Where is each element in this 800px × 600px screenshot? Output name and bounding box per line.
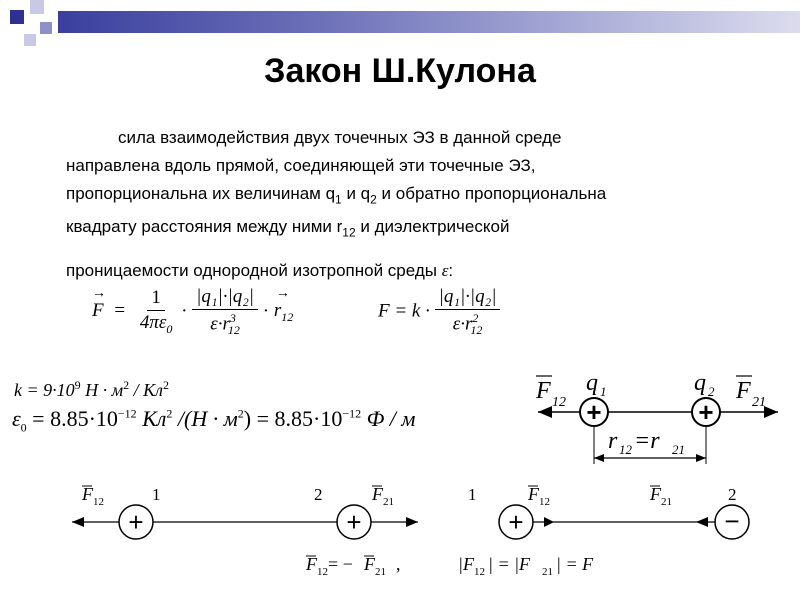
header-square-mid — [40, 22, 52, 34]
svg-text:= −: = − — [328, 554, 353, 574]
para-line-2: направлена вдоль прямой, соединяющей эти точечные ЭЗ, — [66, 156, 536, 175]
svg-text:21: 21 — [661, 496, 672, 508]
label-2: 2 — [728, 485, 737, 504]
svg-text:21: 21 — [542, 566, 553, 578]
header-square-dark — [10, 10, 24, 24]
svg-text:F: F — [364, 554, 375, 574]
svg-text:| = |F: | = |F — [488, 554, 531, 574]
label-F12-sub: 12 — [552, 395, 566, 410]
label-r-sub-a: 12 — [619, 442, 632, 457]
label-1: 1 — [152, 485, 161, 504]
header-square-light — [30, 0, 44, 14]
k-constant: $k = 9\cdot 10^9$ $Н \cdot м^2 / Кл^2$ — [14, 378, 169, 400]
svg-text:12: 12 — [539, 496, 550, 508]
svg-text:12: 12 — [317, 566, 328, 578]
label-q1: q — [586, 370, 598, 396]
eq-F12: F — [306, 554, 317, 574]
minus-icon: − — [724, 506, 740, 536]
svg-text:| = F: | = F — [556, 554, 594, 574]
label-q2: q — [694, 370, 706, 396]
repulsion-diagram — [528, 364, 788, 474]
definition-paragraph — [66, 124, 772, 285]
eps0-constant: $\varepsilon_0 = 8.85\cdot 10^{-12}$ $Кл^2$ $/(Н \cdot м^2) = 8.85\cdot 10^{-12}$ Ф / м — [12, 406, 416, 435]
svg-text:12: 12 — [93, 496, 104, 508]
svg-text:,: , — [396, 554, 401, 574]
para-line-1: сила взаимодействия двух точечных ЭЗ в данной среде — [118, 128, 562, 147]
fraction-charges-over-r3: $\frac{\text{|q₁|·|q₂|}}{\varepsilon\cdot r^3_{12}}$ — [192, 286, 258, 338]
force-vector-symbol: → F — [92, 286, 106, 322]
svg-text:21: 21 — [375, 566, 386, 578]
label-q2-sub: 2 — [708, 384, 715, 399]
label-1: 1 — [468, 485, 477, 504]
fraction-scalar: $\frac{\text{|q₁|·|q₂|}}{\varepsilon\cdot r^2_{12}}$ — [435, 286, 501, 338]
svg-text:21: 21 — [383, 496, 394, 508]
svg-text:F: F — [650, 484, 661, 504]
plus-icon: + — [128, 507, 144, 537]
coulomb-vector-formula: → F = $\frac{1}{4\pi\varepsilon_0}$ · $\frac{\text{|q₁|·|q₂|}}{\varepsilon\cdot r^3_{12}}$ · → $r_{12}$ — [92, 286, 294, 338]
coulomb-scalar-formula: F = k · $\frac{\text{|q₁|·|q₂|}}{\varepsilon\cdot r^2_{12}}$ — [378, 286, 500, 338]
label-r: r — [608, 428, 618, 454]
svg-text:F: F — [82, 484, 93, 504]
label-2: 2 — [314, 485, 323, 504]
plus-icon: + — [698, 397, 714, 427]
label-F21: F — [736, 378, 751, 404]
header-square-light2 — [24, 34, 36, 46]
svg-text:F: F — [528, 484, 539, 504]
page-title: Закон Ш.Кулона — [264, 52, 536, 90]
plus-icon: + — [508, 507, 524, 537]
plus-icon: + — [346, 507, 362, 537]
svg-text:F: F — [372, 484, 383, 504]
para-line-3: пропорциональна их величинам $q_1$ и $q_2$ и обратно пропорциональна — [66, 184, 607, 207]
label-r-sub-b: 21 — [672, 442, 685, 457]
fraction-one-over-4pi-eps0: $\frac{1}{4\pi\varepsilon_0}$ — [139, 287, 173, 336]
label-r-eq: =r — [634, 428, 660, 454]
r12-vector-symbol: → $r_{12}$ — [273, 286, 294, 325]
para-line-5: проницаемости однородной изотропной среды ε: — [66, 260, 454, 280]
bottom-left-diagram — [66, 482, 426, 592]
eq-abs: |F — [458, 554, 474, 574]
bottom-right-diagram — [458, 482, 764, 592]
header-gradient-bar — [58, 11, 800, 33]
label-F21-sub: 21 — [752, 395, 766, 410]
plus-icon: + — [586, 397, 602, 427]
right-arrowhead — [764, 406, 778, 418]
label-F12: F — [536, 378, 551, 404]
para-line-4: квадрату расстояния между ними $r_{12}$ и диэлектрической — [66, 217, 510, 240]
label-q1-sub: 1 — [600, 384, 607, 399]
svg-text:12: 12 — [474, 566, 485, 578]
left-arrowhead — [538, 406, 552, 418]
